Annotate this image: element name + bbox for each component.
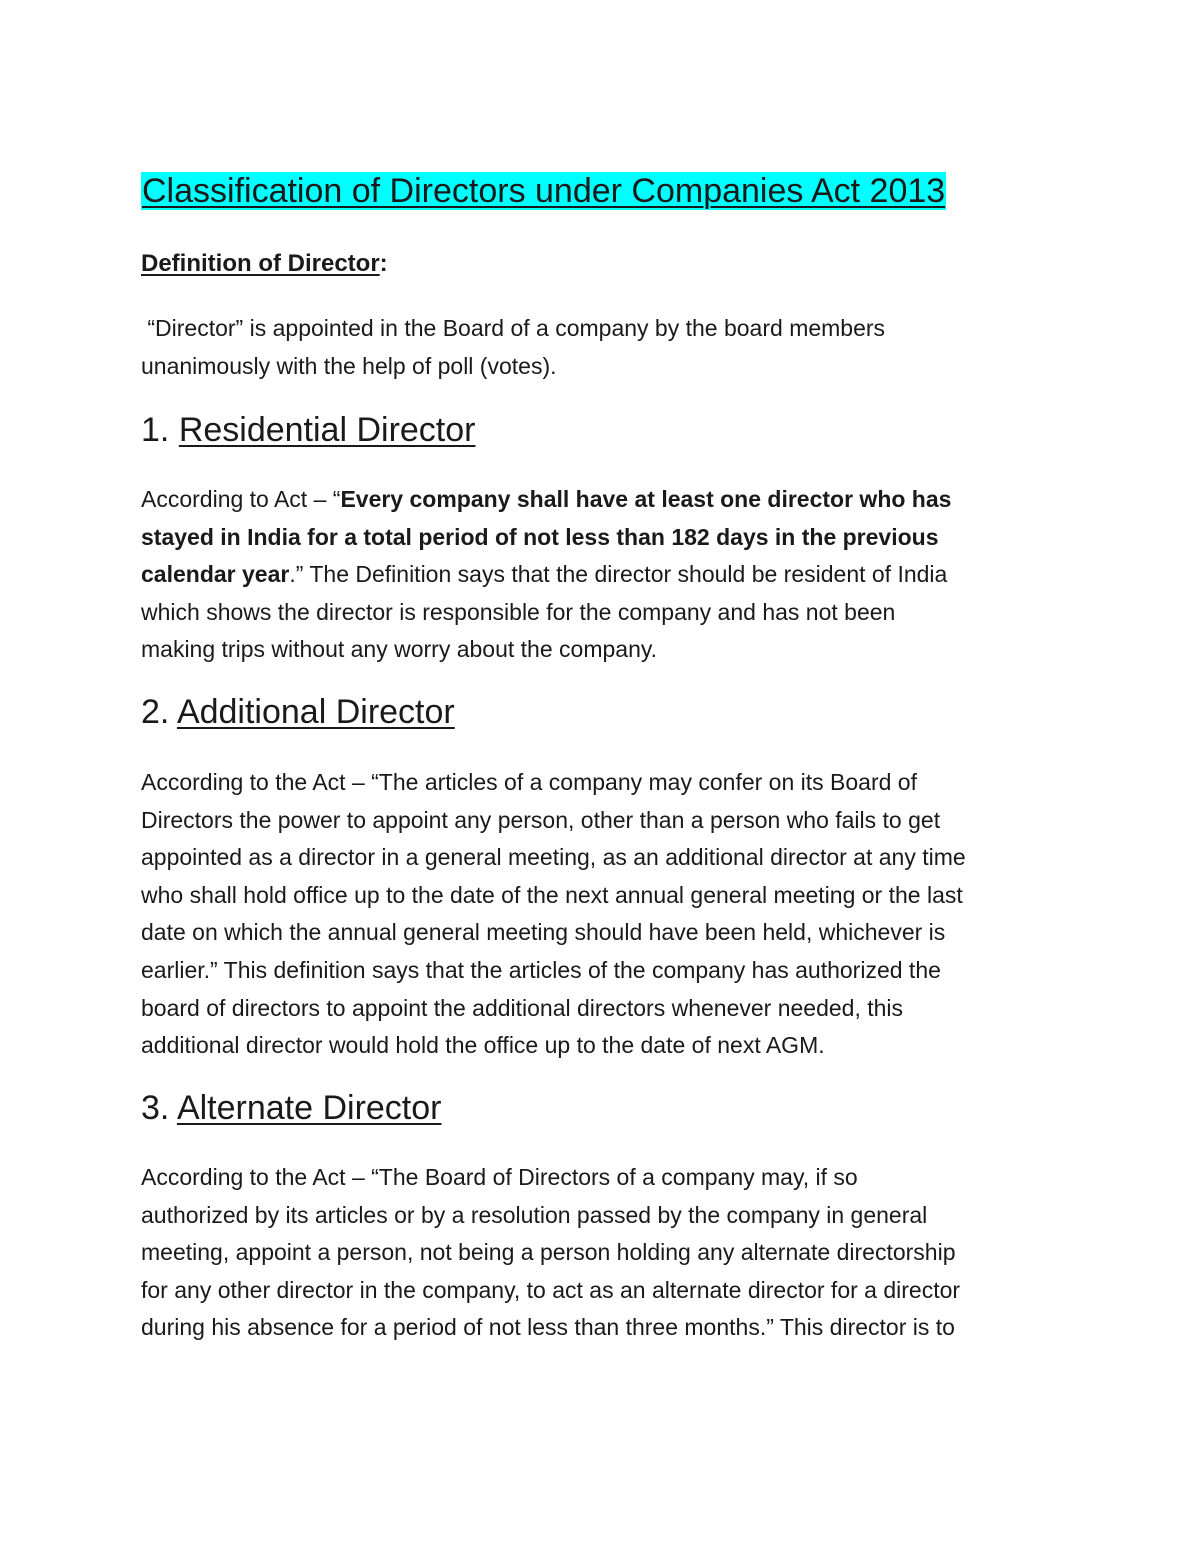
definition-heading-text: Definition of Director [141,250,380,277]
paragraph-line: during his absence for a period of not less than three months.” This director is to [141,1314,955,1341]
section-number: 1. [141,411,170,449]
definition-heading [141,248,388,280]
line-plain: According to Act – “ [141,486,341,512]
section-title: Additional Director [176,693,455,731]
paragraph-line: board of directors to appoint the additional directors whenever needed, this [141,994,904,1021]
section-heading-alternate [141,1086,441,1130]
paragraph-line: date on which the annual general meeting should have been held, whichever is [141,919,946,946]
line-bold: calendar year [141,561,290,588]
paragraph-line: According to the Act – “The Board of Directors of a company may, if so [141,1164,858,1190]
section-heading-residential [141,408,475,452]
definition-line: “Director” is appointed in the Board of a company by the board members [141,315,886,341]
line-plain: .” The Definition says that the director should be resident of India [289,561,948,588]
paragraph-line: authorized by its articles or by a resolution passed by the company in general [141,1201,928,1228]
paragraph-line: earlier.” This definition says that the articles of the company has authorized the [141,956,941,983]
section-paragraph-additional [141,764,1071,1065]
section-title: Alternate Director [176,1089,442,1127]
paragraph-line: which shows the director is responsible for the company and has not been [141,598,896,625]
line-bold: Every company shall have at least one director who has [340,486,952,512]
document-title-text: Classification of Directors under Companies Act 2013 [142,172,946,210]
paragraph-line [141,519,1071,557]
definition-paragraph [141,310,1071,385]
paragraph-line: According to the Act – “The articles of a company may confer on its Board of [141,769,917,795]
section-paragraph-alternate [141,1159,1071,1347]
document-page [141,168,1071,1341]
section-number: 2. [141,693,170,731]
paragraph-line: for any other director in the company, to act as an alternate director for a director [141,1276,961,1303]
line-bold: stayed in India for a total period of not less than 182 days in the previous [141,523,939,550]
section-paragraph-residential [141,481,1071,669]
section-title: Residential Director [178,411,476,449]
paragraph-line: additional director would hold the office up to the date of next AGM. [141,1032,825,1059]
paragraph-line [141,481,1071,519]
paragraph-line: meeting, appoint a person, not being a person holding any alternate directorship [141,1239,956,1266]
paragraph-line: who shall hold office up to the date of the next annual general meeting or the last [141,881,963,908]
paragraph-line: appointed as a director in a general meeting, as an additional director at any time [141,844,966,871]
paragraph-line: Directors the power to appoint any person, other than a person who fails to get [141,806,941,833]
paragraph-line [141,556,1071,594]
document-title [141,168,1071,214]
definition-line: unanimously with the help of poll (votes). [141,352,557,379]
section-number: 3. [141,1089,170,1127]
paragraph-line: making trips without any worry about the company. [141,636,658,663]
definition-heading-colon: : [379,250,388,277]
section-heading-additional [141,690,455,734]
